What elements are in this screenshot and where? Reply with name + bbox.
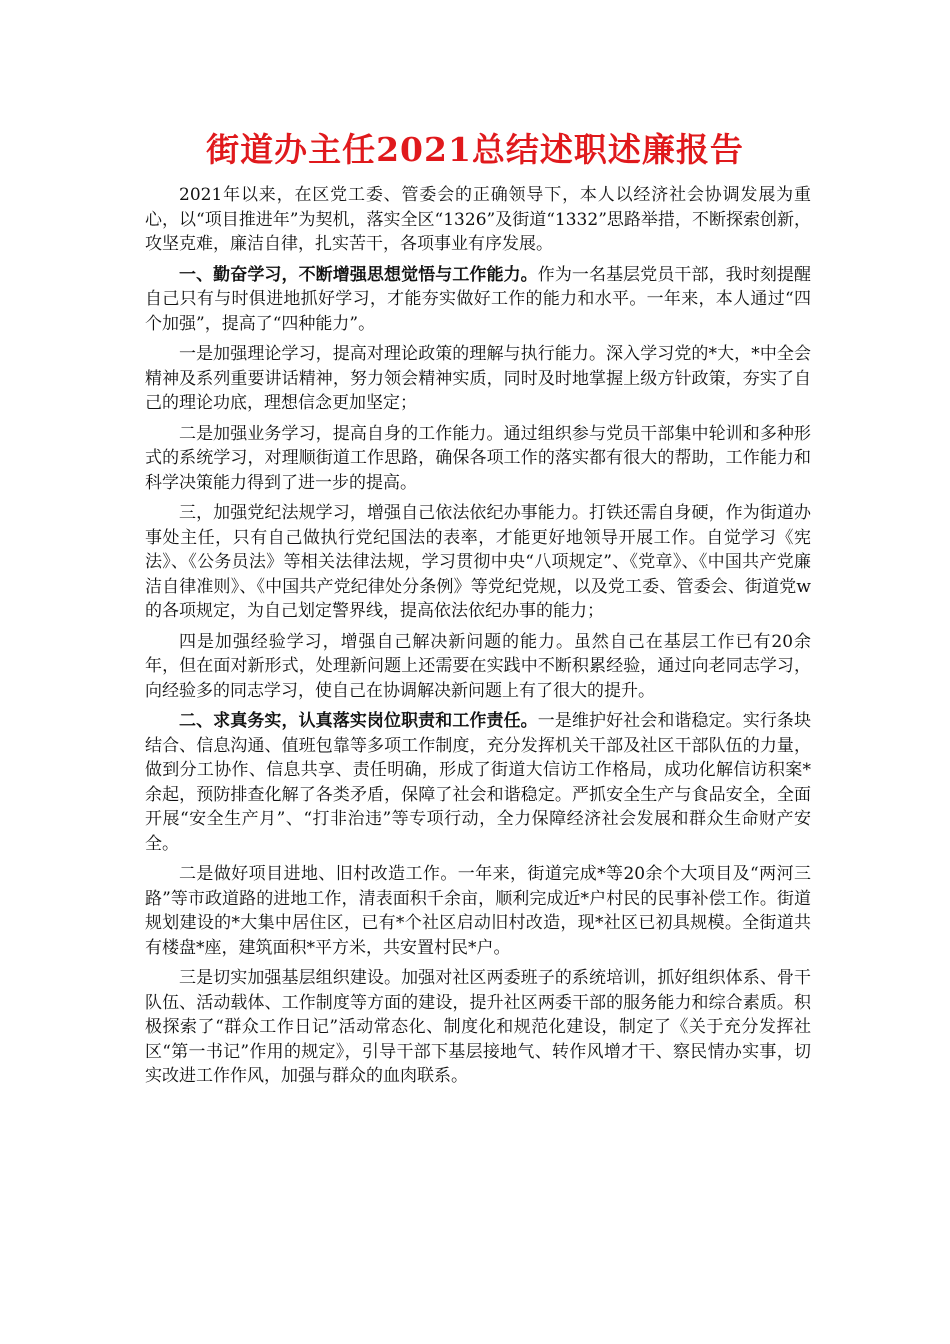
- paragraph-experience-study: [145, 630, 811, 704]
- paragraph-business-study: [145, 422, 811, 496]
- paragraph-text: 一是维护好社会和谐稳定。实行条块结合、信息沟通、值班包靠等多项工作制度，充分发挥机关干部及社区干部队伍的力量，做到分工协作、信息共享、责任明确，形成了街道大信访工作格局，成功化解信访积案*余起，预防排查化解了各类矛盾，保障了社会和谐稳定。严抓安全生产与食品安全，全面开展“安全生产月”、“打非治违”等专项行动，全力保障经济社会发展和群众生命财产安全。: [145, 711, 811, 854]
- paragraph-section-1: [145, 263, 811, 337]
- paragraph-projects: [145, 862, 811, 960]
- paragraph-text: 一是加强理论学习，提高对理论政策的理解与执行能力。深入学习党的*大，*中全会精神及系列重要讲话精神，努力领会精神实质，同时及时地掌握上级方针政策，夯实了自己的理论功底，理想信念更加坚定；: [145, 344, 811, 413]
- paragraph-law-study: [145, 501, 811, 624]
- document-body: [145, 183, 811, 1095]
- paragraph-intro: [145, 183, 811, 257]
- paragraph-section-2: [145, 709, 811, 856]
- paragraph-text: 三，加强党纪法规学习，增强自己依法依纪办事能力。打铁还需自身硬，作为街道办事处主任，只有自己做执行党纪国法的表率，才能更好地领导开展工作。自觉学习《宪法》、《公务员法》等相关法律法规，学习贯彻中央“八项规定”、《党章》、《中国共产党廉洁自律准则》、《中国共产党纪律处分条例》等党纪党规，以及党工委、管委会、街道党w的各项规定，为自己划定警界线，提高依法依纪办事的能力；: [145, 503, 811, 621]
- section-heading-1: 一、勤奋学习，不断增强思想觉悟与工作能力。: [179, 264, 538, 285]
- paragraph-text: 二是做好项目进地、旧村改造工作。一年来，街道完成*等20余个大项目及“两河三路”等市政道路的进地工作，清表面积千余亩，顺利完成近*户村民的民事补偿工作。街道规划建设的*大集中居住区，已有*个社区启动旧村改造，现*社区已初具规模。全街道共有楼盘*座，建筑面积*平方米，共安置村民*户。: [145, 864, 811, 958]
- paragraph-text: 2021年以来，在区党工委、管委会的正确领导下，本人以经济社会协调发展为重心，以“项目推进年”为契机，落实全区“1326”及街道“1332”思路举措，不断探索创新，攻坚克难，廉洁自律，扎实苦干，各项事业有序发展。: [145, 185, 811, 254]
- section-heading-2: 二、求真务实，认真落实岗位职责和工作责任。: [179, 711, 538, 731]
- paragraph-text: 作为一名基层党员干部，我时刻提醒自己只有与时俱进地抓好学习，才能夯实做好工作的能力和水平。一年来，本人通过“四个加强”，提高了“四种能力”。: [145, 264, 811, 334]
- paragraph-organization: [145, 966, 811, 1089]
- paragraph-theory-study: [145, 342, 811, 416]
- document-title: 街道办主任2021总结述职述廉报告: [206, 130, 744, 169]
- paragraph-text: 四是加强经验学习，增强自己解决新问题的能力。虽然自己在基层工作已有20余年，但在面对新形式，处理新问题上还需要在实践中不断积累经验，通过向老同志学习，向经验多的同志学习，使自己在协调解决新问题上有了很大的提升。: [145, 631, 811, 701]
- paragraph-text: 三是切实加强基层组织建设。加强对社区两委班子的系统培训，抓好组织体系、骨干队伍、活动载体、工作制度等方面的建设，提升社区两委干部的服务能力和综合素质。积极探索了“群众工作日记”活动常态化、制度化和规范化建设，制定了《关于充分发挥社区“第一书记”作用的规定》，引导干部下基层接地气、转作风增才干、察民情办实事，切实改进工作作风，加强与群众的血肉联系。: [145, 968, 811, 1086]
- paragraph-text: 二是加强业务学习，提高自身的工作能力。通过组织参与党员干部集中轮训和多种形式的系统学习，对理顺街道工作思路，确保各项工作的落实都有很大的帮助，工作能力和科学决策能力得到了进一步的提高。: [145, 423, 811, 493]
